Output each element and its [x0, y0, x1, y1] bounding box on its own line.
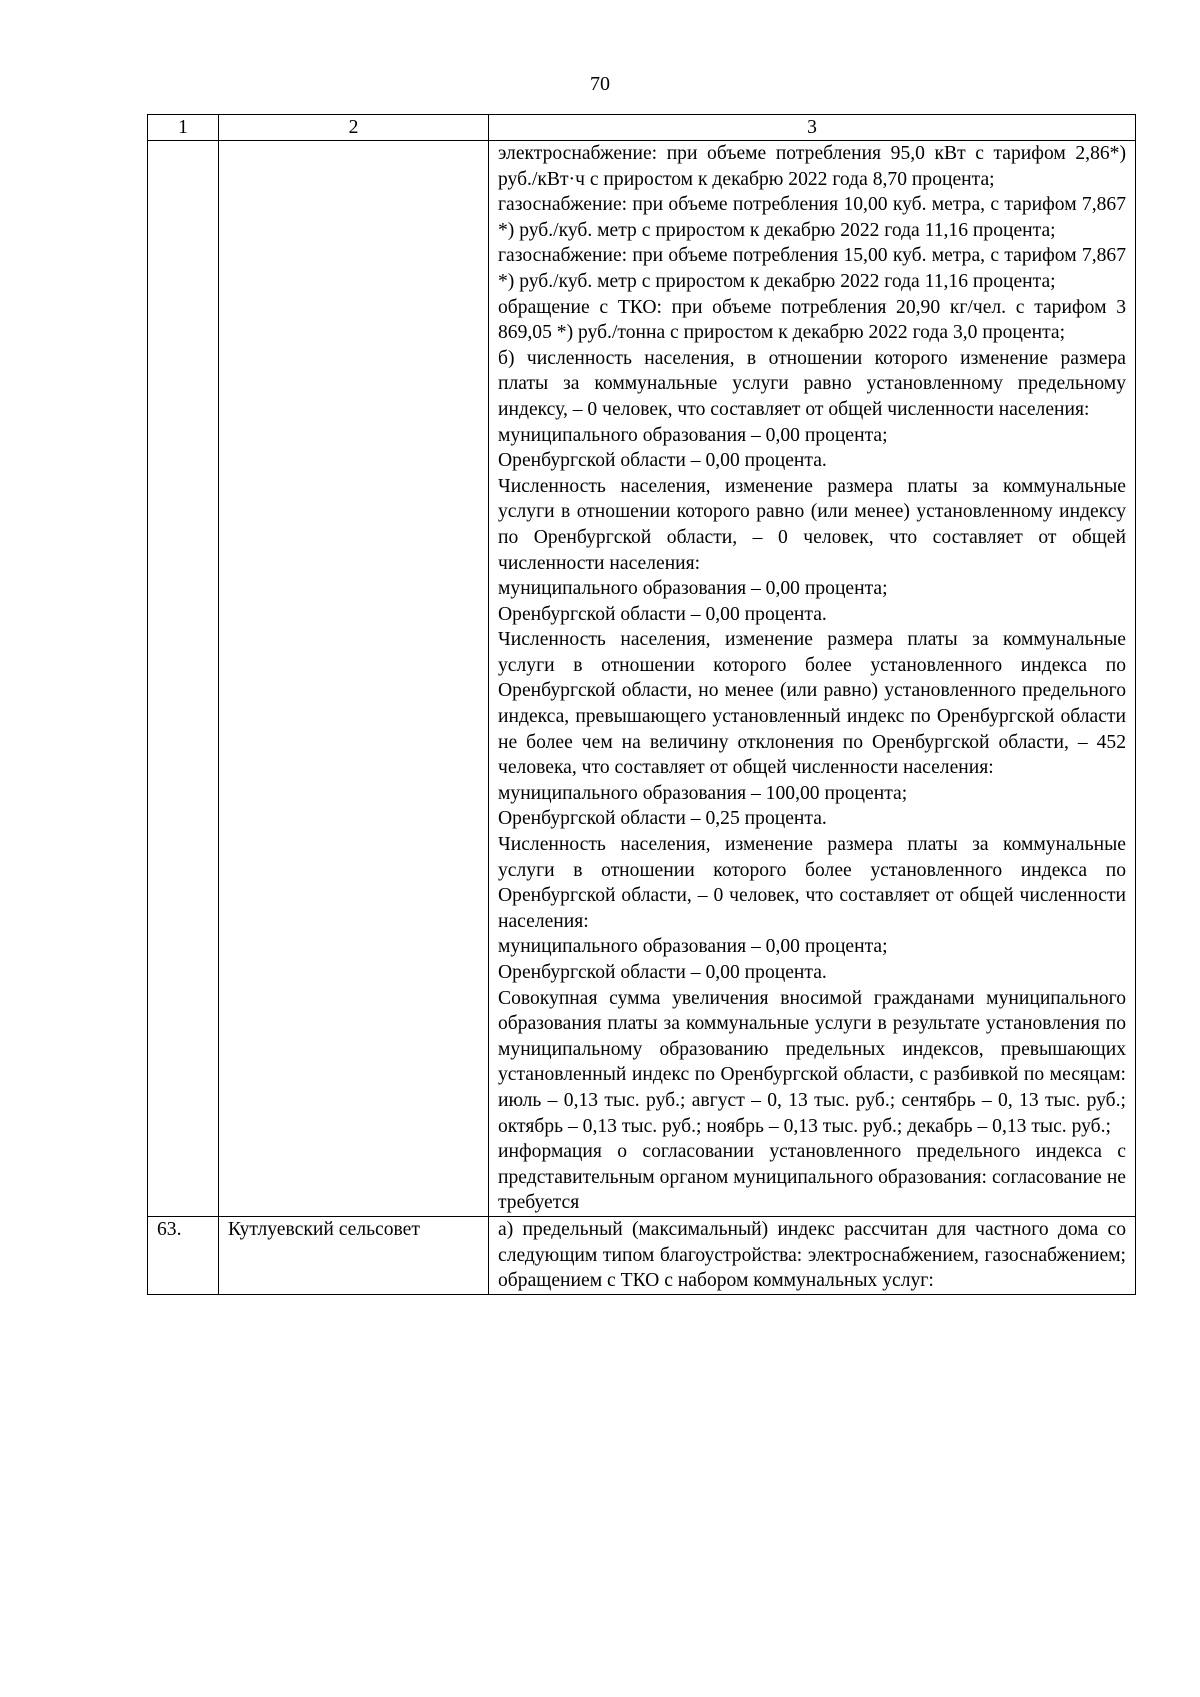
paragraph: газоснабжение: при объеме потребления 10,00 куб. метра, с тарифом 7,867 *) руб./куб. метр с приростом к декабрю 2022 года 11,16 процента; — [498, 194, 1126, 241]
row-number — [148, 141, 219, 1217]
paragraph: Оренбургской области – 0,00 процента. — [498, 450, 827, 472]
paragraph: а) предельный (максимальный) индекс рассчитан для частного дома со следующим типом благоустройства: электроснабжением, газоснабжением; обращением с ТКО с набором коммунальных услуг: — [498, 1218, 1126, 1292]
table-row — [148, 1216, 1136, 1294]
paragraph: обращение с ТКО: при объеме потребления 20,90 кг/чел. с тарифом 3 869,05 *) руб./тонна с приростом к декабрю 2022 года 3,0 процента; — [498, 296, 1126, 344]
paragraph: Численность населения, изменение размера платы за коммунальные услуги в отношении которого равно (или менее) установленному индексу по Оренбургской области, – 0 человек, что составляет от общей численности населения: — [498, 475, 1126, 574]
paragraph: муниципального образования – 100,00 процента; — [498, 782, 908, 804]
paragraph: Оренбургской области – 0,00 процента. — [498, 603, 827, 625]
row-content — [489, 141, 1136, 1217]
paragraph: б) численность населения, в отношении которого изменение размера платы за коммунальные услуги равно установленному предельному индексу, – 0 человек, что составляет от общей численности населения: — [498, 347, 1126, 420]
row-number: 63. — [148, 1216, 219, 1294]
paragraph: газоснабжение: при объеме потребления 15,00 куб. метра, с тарифом 7,867 *) руб./куб. метр с приростом к декабрю 2022 года 11,16 процента; — [498, 245, 1126, 292]
row-name — [219, 141, 489, 1217]
paragraph: муниципального образования – 0,00 процента; — [498, 936, 888, 958]
header-col-2: 2 — [219, 115, 489, 141]
row-content — [489, 1216, 1136, 1294]
page-number: 70 — [590, 73, 610, 95]
header-col-1: 1 — [148, 115, 219, 141]
table-row — [148, 141, 1136, 1217]
paragraph: Совокупная сумма увеличения вносимой гражданами муниципального образования платы за коммунальные услуги в результате установления по муниципальному образованию предельных индексов, превышающих установленный индекс по Оренбургской области, с разбивкой по месяцам: июль – 0,13 тыс. руб.; август – 0, 13 тыс. руб.; сентябрь – 0, 13 тыс. руб.; октябрь – 0,13 тыс. руб.; ноябрь – 0,13 тыс. руб.; декабрь – 0,13 тыс. руб.; — [498, 987, 1126, 1137]
paragraph: Оренбургской области – 0,00 процента. — [498, 962, 827, 983]
paragraph: Численность населения, изменение размера платы за коммунальные услуги в отношении которого более установленного индекса по Оренбургской области, – 0 человек, что составляет от общей численности населения: — [498, 834, 1126, 932]
paragraph: муниципального образования – 0,00 процента; — [498, 424, 888, 446]
row-name: Кутлуевский сельсовет — [219, 1216, 489, 1294]
header-col-3: 3 — [489, 115, 1136, 141]
paragraph: Оренбургской области – 0,25 процента. — [498, 808, 827, 830]
paragraph: Численность населения, изменение размера платы за коммунальные услуги в отношении которого более установленного индекса по Оренбургской области, но менее (или равно) установленного предельного индекса, превышающего установленный индекс по Оренбургской области не более чем на величину отклонения по Оренбургской области, – 452 человека, что составляет от общей численности населения: — [498, 629, 1126, 779]
table-header-row — [148, 115, 1136, 141]
paragraph: электроснабжение: при объеме потребления 95,0 кВт с тарифом 2,86*) руб./кВт·ч с приростом к декабрю 2022 года 8,70 процента; — [498, 143, 1126, 190]
paragraph: информация о согласовании установленного предельного индекса с представительным органом муниципального образования: согласование не требуется — [498, 1141, 1126, 1214]
paragraph: муниципального образования – 0,00 процента; — [498, 578, 888, 600]
document-table — [147, 114, 1136, 1295]
